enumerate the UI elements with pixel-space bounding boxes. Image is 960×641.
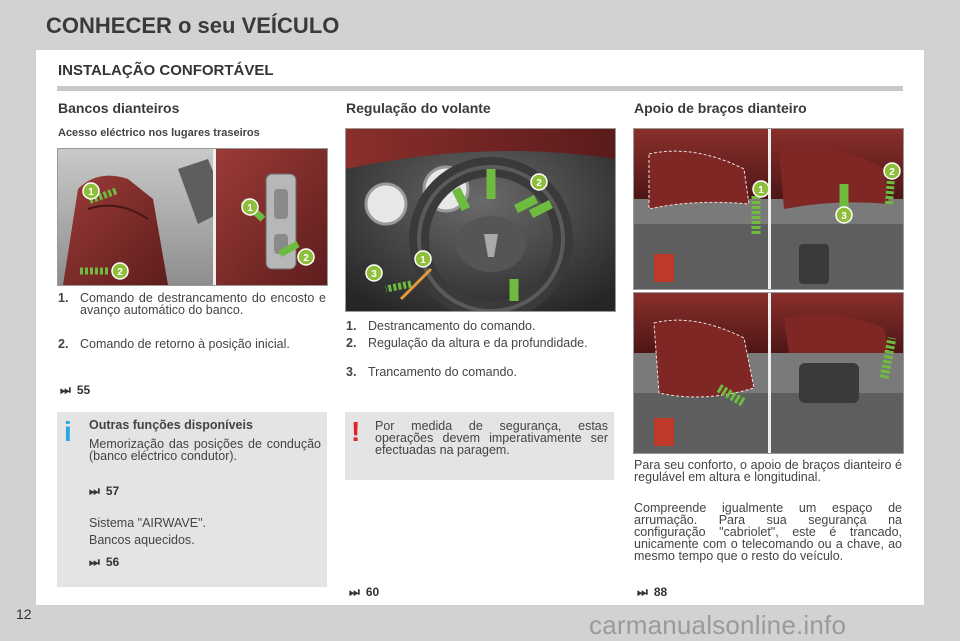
info-text: Bancos aquecidos. <box>89 533 195 547</box>
page-reference[interactable]: ⏭ 57 <box>89 484 120 498</box>
steering-wheel-illustration <box>345 128 616 312</box>
callout-1b <box>242 199 258 215</box>
callout-1 <box>415 251 431 267</box>
callout-1 <box>753 181 769 197</box>
seat-illustration <box>57 148 328 286</box>
heading-armrest: Apoio de braços dianteiro <box>634 100 807 116</box>
ref-arrow-icon: ⏭ <box>349 585 360 599</box>
page-reference[interactable]: ⏭ 56 <box>89 555 120 569</box>
callout-3 <box>836 207 852 223</box>
armrest-description: Para seu conforto, o apoio de braços dianteiro é regulável em altura e longitudinal. <box>634 458 902 484</box>
ref-arrow-icon: ⏭ <box>60 383 71 397</box>
callout-3 <box>366 265 382 281</box>
section-divider <box>57 86 903 91</box>
list-item: 3. Trancamento do comando. <box>346 365 517 379</box>
info-title: Outras funções disponíveis <box>89 418 253 432</box>
page-title: CONHECER o seu VEÍCULO <box>46 13 340 38</box>
callout-1 <box>83 183 99 199</box>
callout-2b <box>298 249 314 265</box>
page-reference[interactable]: ⏭ 88 <box>637 585 668 599</box>
svg-text:3: 3 <box>841 211 847 222</box>
info-icon: i <box>64 416 72 447</box>
ref-arrow-icon: ⏭ <box>89 555 100 569</box>
list-item: 2. Regulação da altura e da profundidade. <box>346 336 588 350</box>
svg-text:2: 2 <box>303 253 309 264</box>
page-reference[interactable]: ⏭ 60 <box>349 585 380 599</box>
callout-2 <box>531 174 547 190</box>
heading-front-seats: Bancos dianteiros <box>58 100 180 116</box>
svg-text:2: 2 <box>536 178 542 189</box>
list-item: 1. Comando de destrancamento do encosto e avanço automático do banco. <box>58 291 326 317</box>
svg-text:2: 2 <box>889 167 895 178</box>
armrest-illustration-top <box>633 128 904 290</box>
ref-arrow-icon: ⏭ <box>637 585 648 599</box>
page-number: 12 <box>16 606 32 622</box>
svg-text:1: 1 <box>88 187 94 198</box>
info-text: Sistema "AIRWAVE". <box>89 516 207 530</box>
svg-text:1: 1 <box>247 203 253 214</box>
warning-text: Por medida de segurança, estas operações devem imperativamente ser efectuadas na paragem. <box>375 419 608 457</box>
svg-text:2: 2 <box>117 267 123 278</box>
list-item: 2. Comando de retorno à posição inicial. <box>58 337 290 351</box>
callout-2 <box>884 163 900 179</box>
watermark: carmanualsonline.info <box>589 610 847 640</box>
ref-arrow-icon: ⏭ <box>89 484 100 498</box>
armrest-illustration-bottom <box>633 292 904 454</box>
heading-steering: Regulação do volante <box>346 100 491 116</box>
info-text: Memorização das posições de condução (banco eléctrico condutor). <box>89 437 321 463</box>
page-reference[interactable]: ⏭ 55 <box>60 383 91 397</box>
list-item: 1. Destrancamento do comando. <box>346 319 536 333</box>
section-title: INSTALAÇÃO CONFORTÁVEL <box>58 62 274 79</box>
callout-2 <box>112 263 128 279</box>
warning-icon: ! <box>351 416 361 447</box>
subheading-rear-access: Acesso eléctrico nos lugares traseiros <box>58 127 260 139</box>
svg-text:1: 1 <box>758 185 764 196</box>
armrest-storage-text: Compreende igualmente um espaço de arrumação. Para sua segurança na configuração "cabriolet", este é trancado, unicamente com o telecomando ou a chave, ao mesmo tempo que o resto do veículo. <box>634 501 902 563</box>
svg-text:1: 1 <box>420 255 426 266</box>
svg-text:3: 3 <box>371 269 377 280</box>
